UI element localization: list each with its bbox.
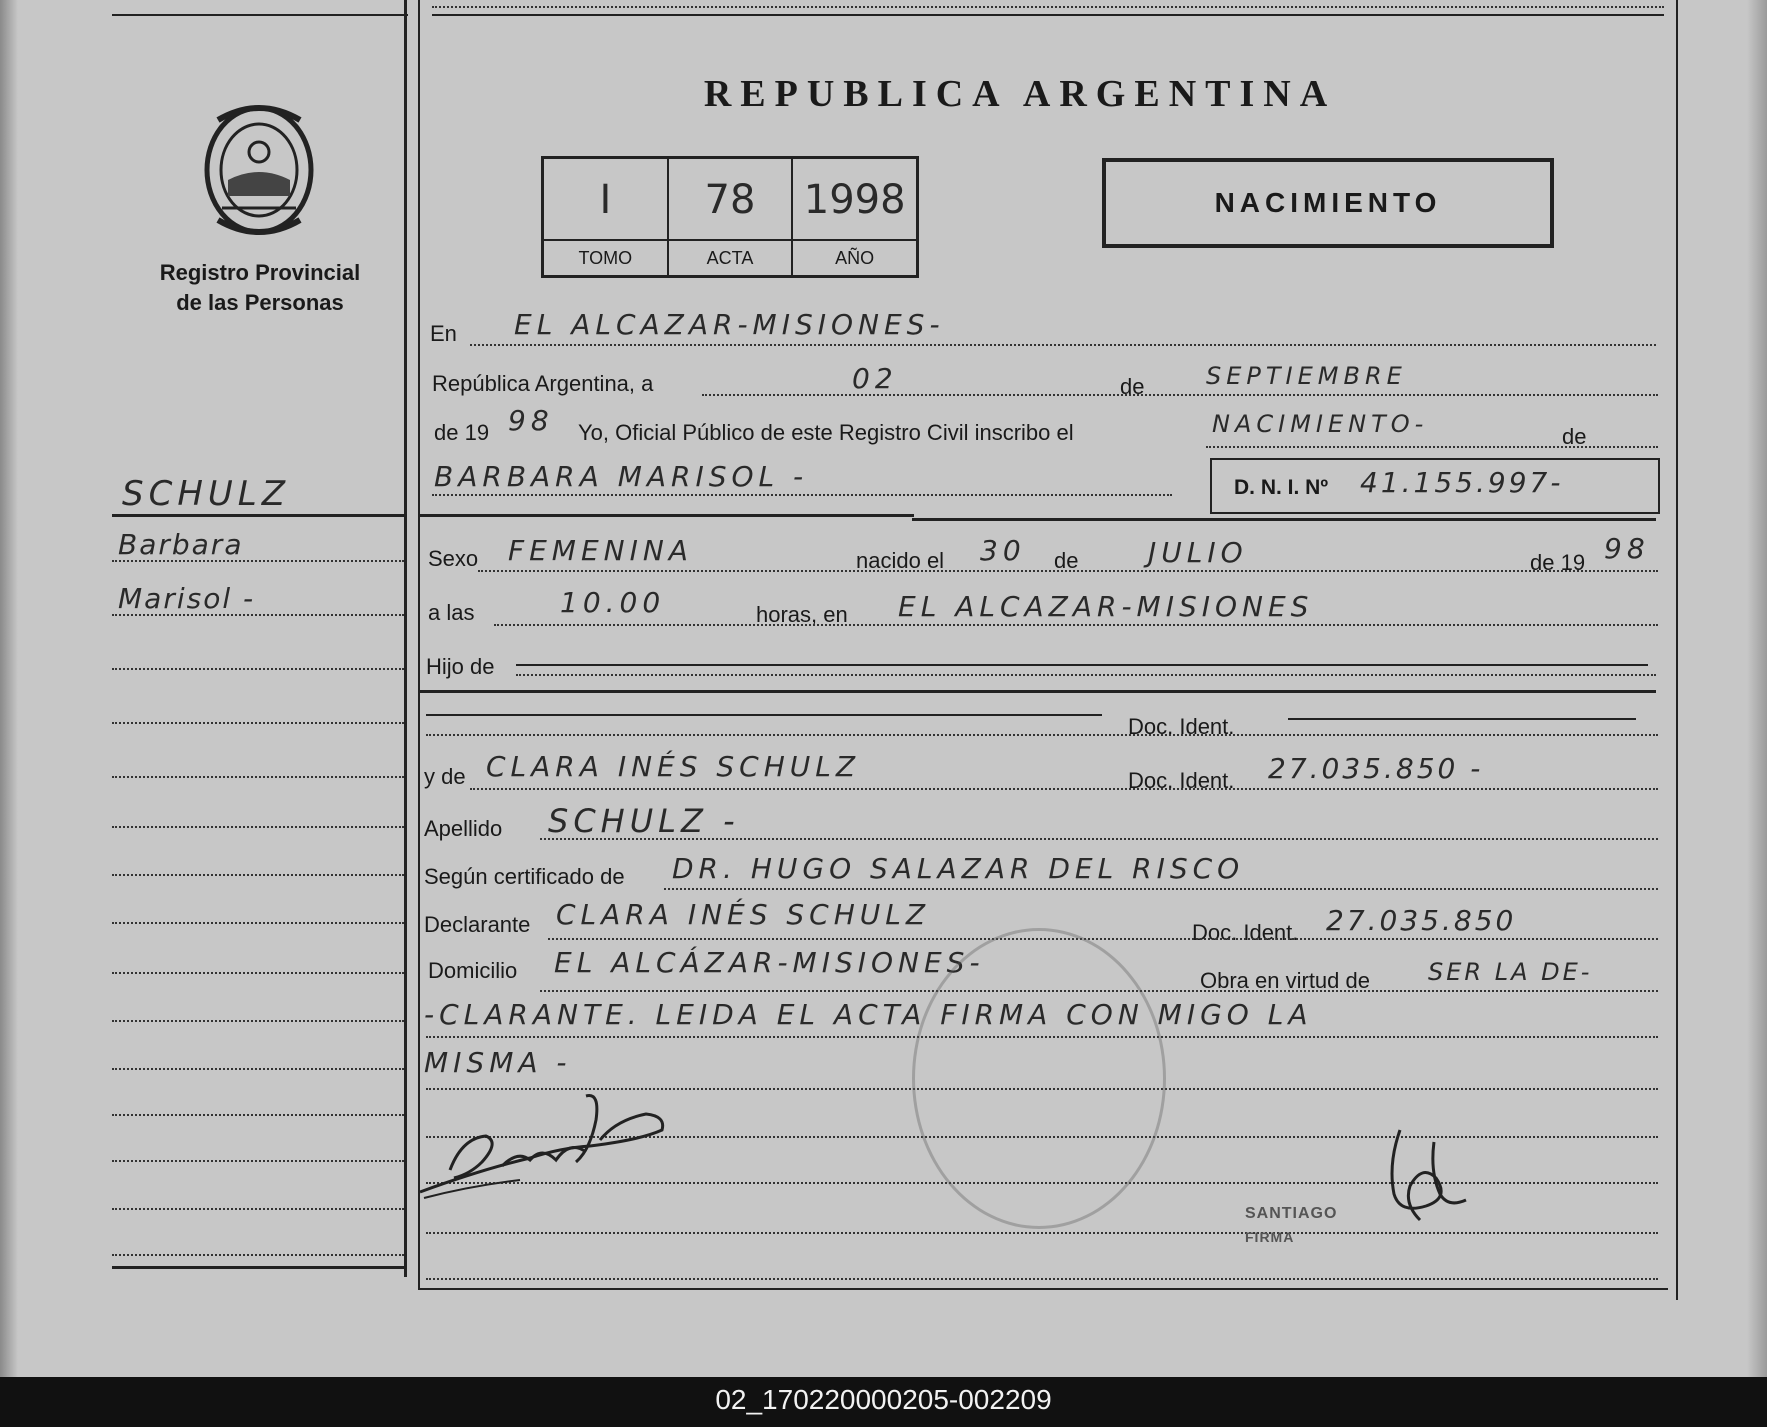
- apellido-value: SCHULZ -: [548, 802, 740, 840]
- hijo-line: [516, 664, 1648, 666]
- obra-continuation-1: -CLARANTE. LEIDA EL ACTA FIRMA CON MIGO LA: [424, 998, 1313, 1031]
- hijo-dots: [516, 674, 1656, 676]
- declarante-dots: [548, 938, 1658, 940]
- page-inner-border-right: [1676, 0, 1678, 1300]
- tomo-value: I: [599, 177, 612, 223]
- dni-box: [1210, 458, 1660, 514]
- left-dots-11: [112, 1068, 404, 1070]
- sexo-dots: [478, 570, 1658, 572]
- hijo-label: Hijo de: [426, 654, 495, 679]
- bottom-rule: [420, 1288, 1668, 1290]
- father-line: [426, 714, 1102, 716]
- left-dots-5: [112, 776, 404, 778]
- nacido-label: nacido el: [856, 548, 945, 573]
- certificado-label: Según certificado de: [424, 864, 625, 889]
- domicilio-label: Domicilio: [428, 958, 518, 983]
- registro-line-1: Registro Provincial: [159, 260, 361, 285]
- signature-stamp-line-1: SANTIAGO: [1245, 1205, 1338, 1222]
- certificado-dots: [664, 888, 1658, 890]
- cont-dots-6: [426, 1278, 1658, 1280]
- image-caption: 02_170220000205-002209: [0, 1377, 1767, 1427]
- republica-label: República Argentina, a: [432, 371, 654, 396]
- registro-line-2: de las Personas: [176, 290, 344, 315]
- birth-de-label: de: [1054, 548, 1079, 573]
- page-shadow-right: [1747, 0, 1767, 1377]
- left-dots-9: [112, 972, 404, 974]
- mother-doc: 27.035.850 -: [1268, 752, 1484, 785]
- domicilio-value: EL ALCÁZAR-MISIONES-: [554, 946, 985, 979]
- left-dots-7: [112, 874, 404, 876]
- dni-label: D. N. I. Nº: [1234, 476, 1329, 499]
- page-shadow-left: [0, 0, 18, 1377]
- acta-label: ACTA: [669, 239, 792, 275]
- section-rule-2: [420, 690, 1656, 693]
- top-dots-right: [432, 6, 1664, 8]
- left-dots-4: [112, 722, 404, 724]
- doc-label-3: Doc. Ident.: [1192, 920, 1299, 945]
- left-given-name-2: Marisol -: [118, 582, 256, 615]
- record-type-box: NACIMIENTO: [1102, 158, 1554, 248]
- birth-year-prefix: de 19: [1530, 550, 1586, 575]
- cont-dots-5: [426, 1232, 1658, 1234]
- left-surname: SCHULZ: [122, 474, 291, 514]
- republica-dots: [702, 394, 1658, 396]
- birth-day: 30: [980, 534, 1026, 567]
- mother-name: CLARA INÉS SCHULZ: [486, 750, 861, 783]
- ano-value: 1998: [803, 177, 906, 223]
- official-signature-icon: [1370, 1124, 1480, 1224]
- left-dots-10: [112, 1020, 404, 1022]
- yde-label: y de: [424, 764, 466, 789]
- year-value: 98: [508, 404, 554, 437]
- month-value: SEPTIEMBRE: [1206, 362, 1407, 390]
- tomo-label: TOMO: [544, 239, 667, 275]
- month-de-label: de: [1120, 374, 1145, 399]
- left-dots-14: [112, 1208, 404, 1210]
- left-dots-2: [112, 614, 404, 616]
- birth-month: JULIO: [1148, 536, 1248, 569]
- ano-cell: [793, 159, 916, 275]
- declarante-label: Declarante: [424, 912, 531, 937]
- year-prefix: de 19: [434, 420, 490, 445]
- sexo-value: FEMENINA: [508, 534, 693, 567]
- declarante-doc: 27.035.850: [1326, 904, 1517, 937]
- obra-value: SER LA DE-: [1428, 958, 1593, 986]
- left-dots-12: [112, 1114, 404, 1116]
- left-surname-rule: [112, 514, 404, 517]
- official-stamp: [912, 928, 1166, 1229]
- father-doc-line: [1288, 718, 1636, 720]
- yde-dots: [470, 788, 1658, 790]
- top-rule-right: [432, 14, 1664, 16]
- name-dots: [432, 494, 1172, 496]
- alas-label: a las: [428, 600, 475, 625]
- tomo-cell: [544, 159, 669, 275]
- sexo-label: Sexo: [428, 546, 479, 571]
- left-dots-15: [112, 1254, 404, 1256]
- alas-dots: [494, 624, 1658, 626]
- signature-stamp-line-2: FIRMA: [1245, 1229, 1295, 1245]
- registro-provincial: [140, 258, 380, 318]
- top-rule-left: [112, 14, 408, 16]
- en-label: En: [430, 321, 457, 346]
- apellido-label: Apellido: [424, 816, 503, 841]
- inscribo-de-label: de: [1562, 424, 1587, 449]
- en-value: EL ALCAZAR-MISIONES-: [514, 308, 945, 341]
- dni-value: 41.155.997-: [1360, 466, 1564, 499]
- section-rule-1: [420, 514, 914, 517]
- acta-value: 78: [704, 177, 756, 223]
- province-seal-icon: [198, 100, 320, 240]
- oficial-text: Yo, Oficial Público de este Registro Civil inscribo el: [578, 420, 1074, 445]
- signature-stamp: [1245, 1205, 1337, 1245]
- apellido-dots: [540, 838, 1658, 840]
- section-rule-1b: [912, 518, 1656, 521]
- declarante-value: CLARA INÉS SCHULZ: [556, 898, 931, 931]
- left-dots-13: [112, 1160, 404, 1162]
- obra-label: Obra en virtud de: [1200, 968, 1370, 993]
- left-dots-8: [112, 922, 404, 924]
- certificado-value: DR. HUGO SALAZAR DEL RISCO: [672, 852, 1245, 885]
- document-title: REPUBLICA ARGENTINA: [703, 73, 1337, 115]
- en-dots: [470, 344, 1656, 346]
- doc-label-2: Doc. Ident.: [1128, 768, 1235, 793]
- birth-year: 98: [1604, 532, 1650, 565]
- father-dots: [426, 734, 1658, 736]
- birth-place: EL ALCAZAR-MISIONES: [898, 590, 1314, 623]
- record-number-box: [541, 156, 919, 278]
- acta-cell: [669, 159, 794, 275]
- left-dots-3: [112, 668, 404, 670]
- obra-continuation-2: MISMA -: [424, 1046, 572, 1079]
- oficial-dots: [1206, 446, 1658, 448]
- doc-label-1: Doc. Ident.: [1128, 714, 1235, 739]
- day-value: 02: [852, 362, 898, 395]
- left-bottom-rule: [112, 1266, 404, 1269]
- ano-label: AÑO: [793, 239, 916, 275]
- left-dots-1: [112, 560, 404, 562]
- horas-label: horas, en: [756, 602, 848, 627]
- left-column-divider: [404, 0, 407, 1277]
- left-dots-6: [112, 826, 404, 828]
- inscribo-value: NACIMIENTO-: [1212, 410, 1429, 438]
- hora-value: 10.00: [560, 586, 666, 619]
- declarant-signature-icon: [410, 1090, 670, 1202]
- name-value: BARBARA MARISOL -: [434, 460, 809, 493]
- left-given-name-1: Barbara: [118, 528, 244, 561]
